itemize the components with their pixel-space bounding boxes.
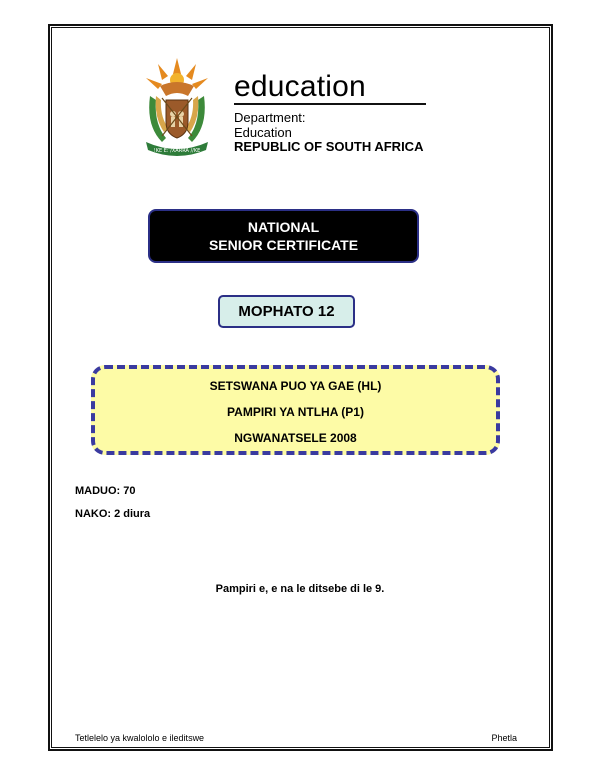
certificate-banner: [148, 209, 419, 263]
department-name: Education: [234, 125, 292, 140]
certificate-line2: SENIOR CERTIFICATE: [208, 237, 359, 253]
subject-panel: [91, 365, 500, 455]
coat-of-arms-icon: [136, 56, 218, 160]
brand-title: education: [234, 70, 366, 103]
country-name: REPUBLIC OF SOUTH AFRICA: [234, 139, 424, 154]
turn-over-note: Phetla: [491, 733, 517, 743]
marks-info: MADUO: 70: [75, 485, 136, 497]
copyright-notice: Tetlelelo ya kwalololo e ileditswe: [75, 733, 205, 743]
svg-text:!KE E: /XARRA //KE: !KE E: /XARRA //KE: [153, 148, 201, 154]
time-info: NAKO: 2 diura: [75, 508, 151, 520]
brand-underline: [234, 103, 426, 105]
grade-badge: [218, 295, 355, 328]
paper-title: PAMPIRI YA NTLHA (P1): [227, 405, 364, 419]
grade-label: MOPHATO 12: [238, 303, 335, 320]
subject-title: SETSWANA PUO YA GAE (HL): [209, 379, 382, 393]
page-count-note: Pampiri e, e na le ditsebe di le 9.: [215, 583, 385, 595]
department-label: Department:: [234, 110, 306, 125]
exam-session: NGWANATSELE 2008: [234, 431, 357, 445]
certificate-line1: NATIONAL: [247, 219, 320, 235]
